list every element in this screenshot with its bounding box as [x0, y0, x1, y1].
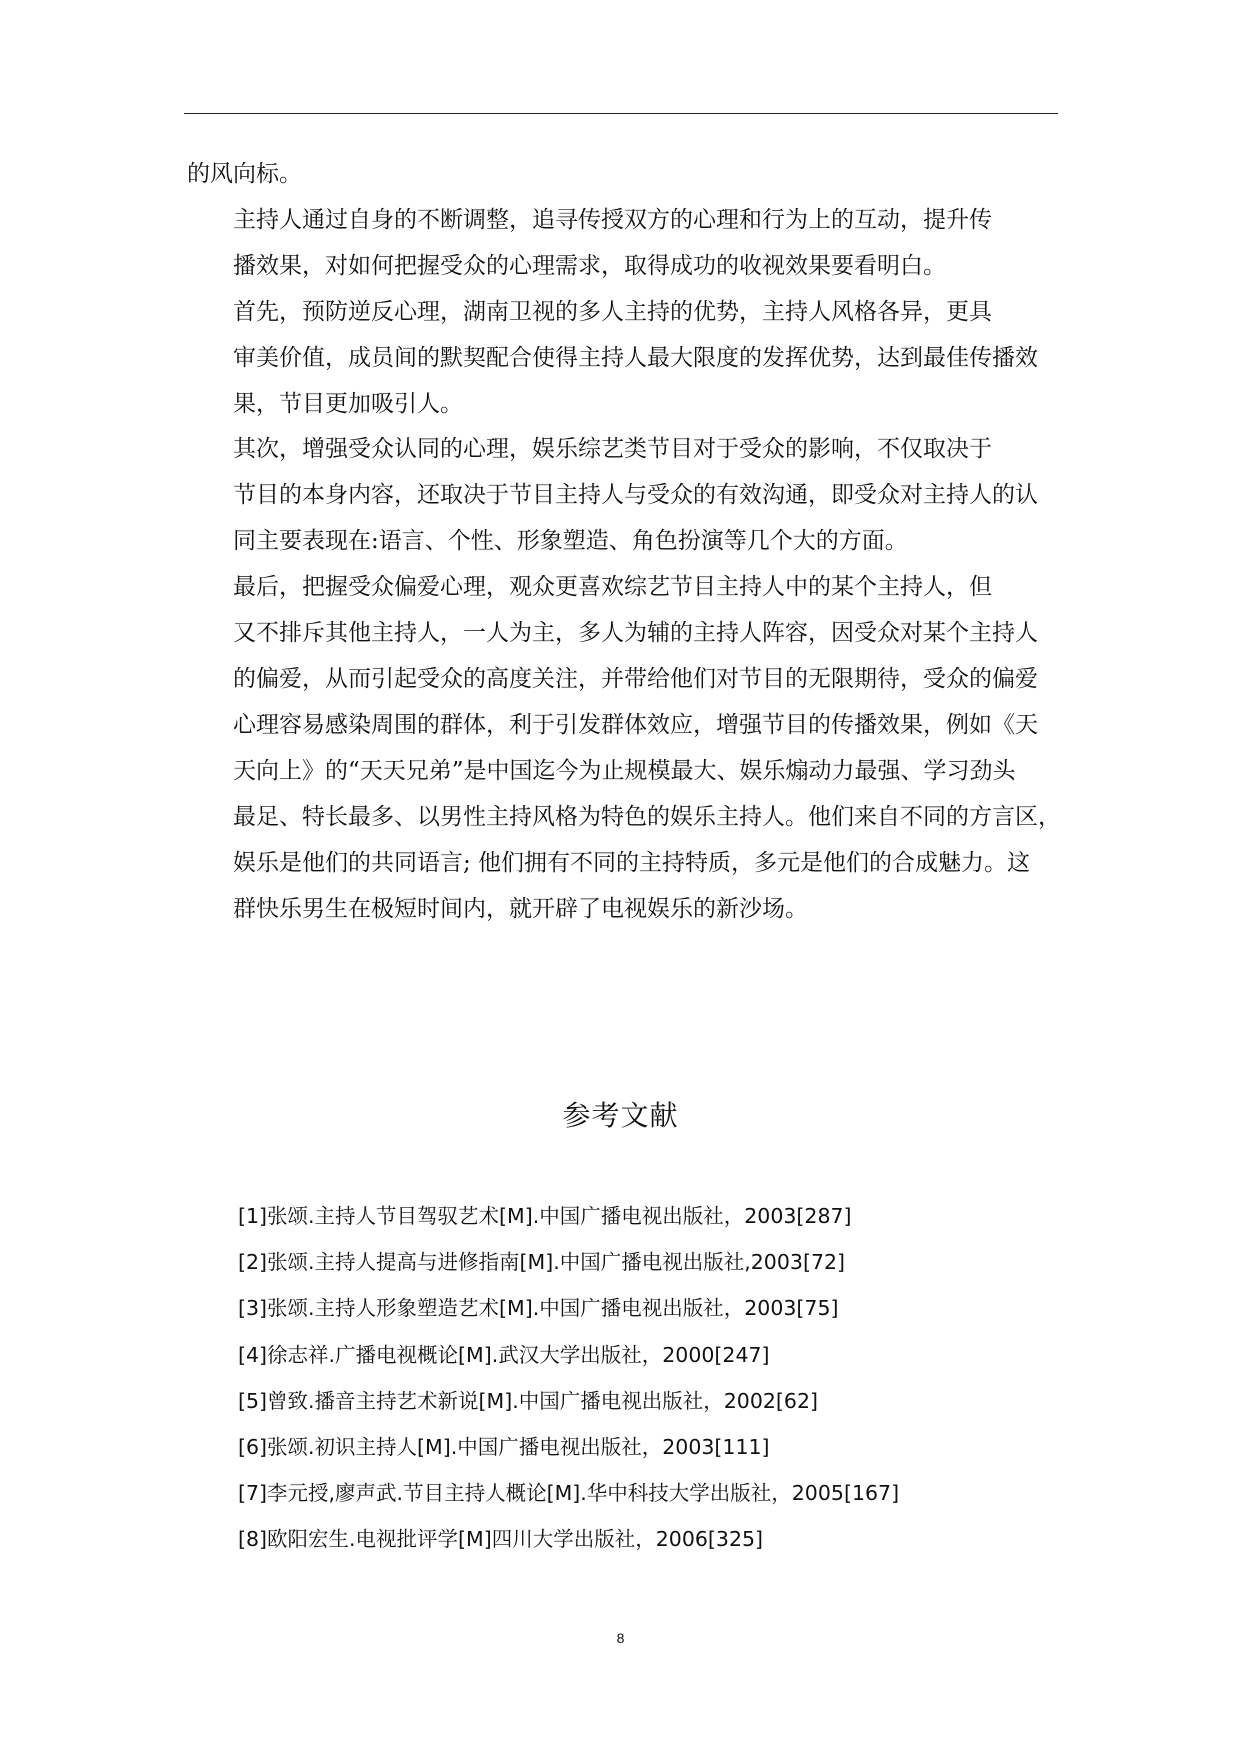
paragraph-2 — [187, 198, 1059, 290]
text-line: 果，节目更加吸引人。 — [233, 390, 463, 417]
text-line: 其次，增强受众认同的心理，娱乐综艺类节目对于受众的影响，不仅取决于 — [233, 436, 992, 463]
reference-item: [4]徐志祥.广播电视概论[M].武汉大学出版社，2000[247] — [238, 1342, 770, 1367]
reference-item: [3]张颂.主持人形象塑造艺术[M].中国广播电视出版社，2003[75] — [238, 1296, 839, 1321]
text-line: 天向上》的“天天兄弟”是中国迄今为止规模最大、娱乐煽动力最强、学习劲头 — [233, 757, 1016, 784]
text-line: 同主要表现在:语言、个性、形象塑造、角色扮演等几个大的方面。 — [233, 528, 908, 555]
body-text — [187, 152, 1059, 932]
text-line: 群快乐男生在极短时间内，就开辟了电视娱乐的新沙场。 — [233, 895, 808, 922]
text-line: 审美价值，成员间的默契配合使得主持人最大限度的发挥优势，达到最佳传播效 — [233, 344, 1038, 371]
references-list — [238, 1193, 1058, 1563]
references-title: 参考文献 — [562, 1099, 679, 1132]
text-line: 播效果，对如何把握受众的心理需求，取得成功的收视效果要看明白。 — [233, 252, 946, 279]
text-line: 娱乐是他们的共同语言; 他们拥有不同的主持特质，多元是他们的合成魅力。这 — [233, 849, 1031, 876]
reference-item: [6]张颂.初识主持人[M].中国广播电视出版社，2003[111] — [238, 1435, 770, 1460]
text-line: 的偏爱，从而引起受众的高度关注，并带给他们对节目的无限期待，受众的偏爱 — [233, 665, 1038, 692]
paragraph-1 — [187, 152, 1059, 198]
text-line: 又不排斥其他主持人，一人为主，多人为辅的主持人阵容，因受众对某个主持人 — [233, 620, 1038, 647]
text-line: 节目的本身内容，还取决于节目主持人与受众的有效沟通，即受众对主持人的认 — [233, 482, 1038, 509]
reference-item: [5]曾致.播音主持艺术新说[M].中国广播电视出版社，2002[62] — [238, 1388, 819, 1413]
paragraph-5 — [187, 565, 1059, 932]
text-line: 最后，把握受众偏爱心理，观众更喜欢综艺节目主持人中的某个主持人，但 — [233, 574, 992, 601]
reference-item: [7]李元授,廖声武.节目主持人概论[M].华中科技大学出版社，2005[167] — [238, 1481, 900, 1506]
text-line: 主持人通过自身的不断调整，追寻传授双方的心理和行为上的互动，提升传 — [233, 206, 992, 233]
reference-item: [2]张颂.主持人提高与进修指南[M].中国广播电视出版社,2003[72] — [238, 1250, 846, 1275]
paragraph-4 — [187, 427, 1059, 565]
text-line: 心理容易感染周围的群体，利于引发群体效应，增强节目的传播效果，例如《天 — [233, 711, 1038, 738]
text-line: 首先，预防逆反心理，湖南卫视的多人主持的优势，主持人风格各异，更具 — [233, 298, 992, 325]
text-line: 的风向标。 — [187, 161, 302, 187]
header-rule — [184, 113, 1058, 114]
reference-item: [8]欧阳宏生.电视批评学[M]四川大学出版社，2006[325] — [238, 1527, 764, 1552]
page-number: 8 — [616, 1630, 625, 1646]
reference-item: [1]张颂.主持人节目驾驭艺术[M].中国广播电视出版社，2003[287] — [238, 1204, 852, 1228]
text-line: 最足、特长最多、以男性主持风格为特色的娱乐主持人。他们来自不同的方言区， — [233, 803, 1061, 830]
paragraph-3 — [187, 290, 1059, 428]
